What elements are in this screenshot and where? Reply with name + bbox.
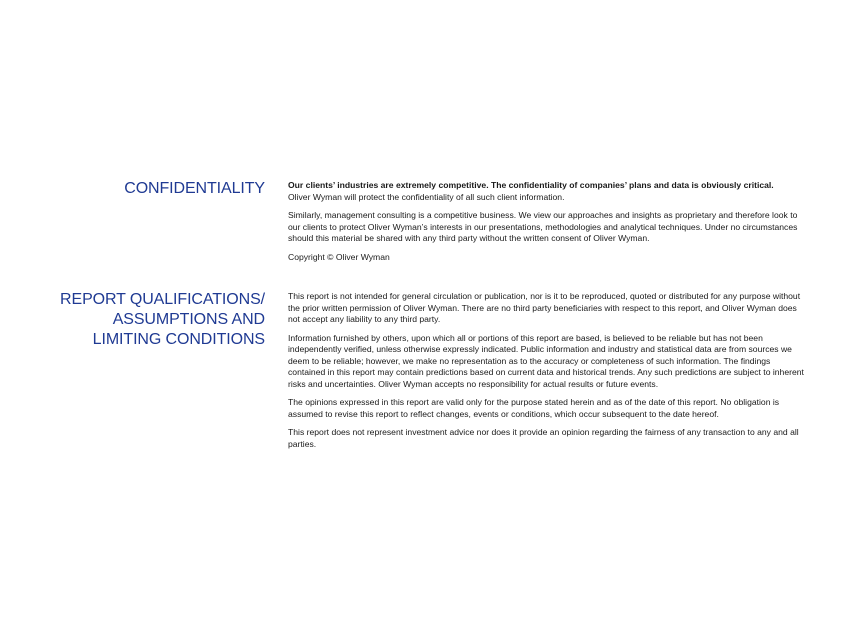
- confidentiality-lead-rest: Oliver Wyman will protect the confidentiality of all such client information.: [288, 191, 565, 202]
- copyright-notice: Copyright © Oliver Wyman: [288, 251, 390, 262]
- confidentiality-paragraph-2: Similarly, management consulting is a competitive business. We view our approaches and insights as proprietary and therefore look to our clients to protect Oliver Wyman’s interests in our presentations, methodologies and analytical techniques. Under no circumstances should this material be shared with any third party without the written consent of Oliver Wyman.: [288, 210, 798, 243]
- report-heading-line-2: ASSUMPTIONS AND: [112, 311, 265, 328]
- report-qualifications-body: [288, 291, 808, 457]
- report-paragraph-1: This report is not intended for general circulation or publication, nor is it to be reproduced, quoted or distributed for any purpose without the prior written permission of Oliver Wyman. There are no third party beneficiaries with respect to this report, and Oliver Wyman does not accept any liability to any third party.: [288, 291, 801, 324]
- report-heading-line-1: REPORT QUALIFICATIONS/: [60, 291, 265, 308]
- report-qualifications-heading: [25, 290, 265, 350]
- confidentiality-heading: CONFIDENTIALITY: [124, 180, 265, 197]
- confidentiality-body: [288, 180, 808, 270]
- report-paragraph-2: Information furnished by others, upon which all or portions of this report are based, is believed to be reliable but has not been independently verified, unless otherwise expressly indicated. Public information and industry and statistical data are from sources we deem to be reliable; however, we make no representation as to the accuracy or completeness of such information. The findings contained in this report may contain predictions based on current data and historical trends. Any such predictions are subject to inherent risks and uncertainties. Oliver Wyman accepts no responsibility for actual results or future events.: [288, 332, 804, 389]
- report-heading-line-3: LIMITING CONDITIONS: [92, 331, 265, 348]
- report-paragraph-3: The opinions expressed in this report are valid only for the purpose stated herein and as of the date of this report. No obligation is assumed to revise this report to reflect changes, events or conditions, which occur subsequent to the date hereof.: [288, 397, 780, 419]
- report-paragraph-4: This report does not represent investment advice nor does it provide an opinion regarding the fairness of any transaction to any and all parties.: [288, 427, 799, 449]
- confidentiality-paragraph-1: [288, 180, 808, 203]
- confidentiality-lead-bold: Our clients’ industries are extremely competitive. The confidentiality of companies’ plans and data is obviously critical.: [288, 180, 774, 190]
